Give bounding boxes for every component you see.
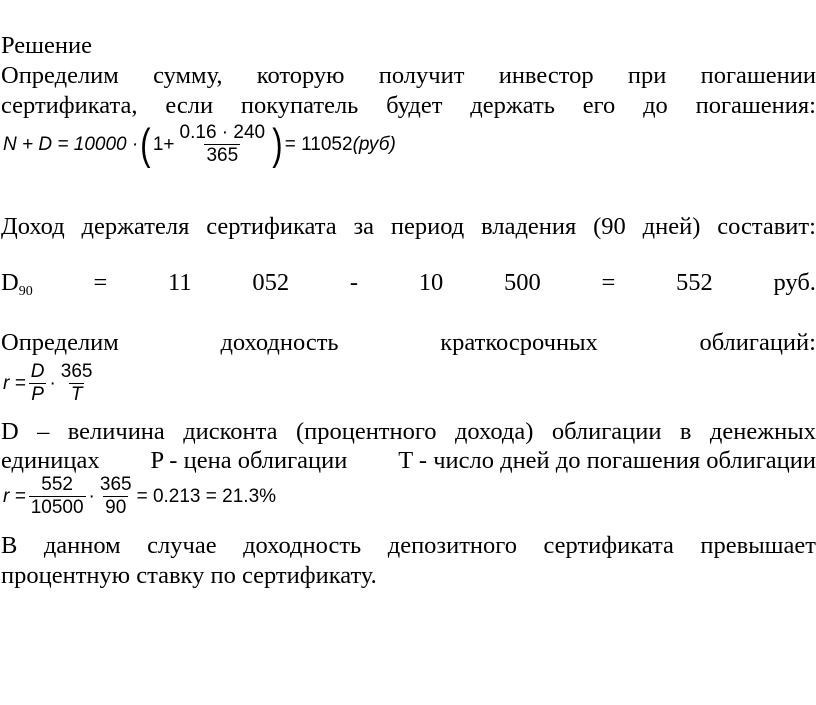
word: сертификата bbox=[206, 213, 337, 240]
word: D bbox=[1, 418, 19, 445]
formula3-lhs: r = bbox=[3, 485, 26, 507]
formula3-frac1-num: 552 bbox=[41, 474, 73, 495]
heading: Решение bbox=[1, 32, 93, 59]
formula3-frac2-num: 365 bbox=[99, 474, 132, 495]
formula3-frac2-den: 90 bbox=[105, 497, 127, 518]
word: дохода) bbox=[454, 418, 534, 445]
word: превышает bbox=[700, 532, 816, 559]
d90-symbol: $D_{90}$ bbox=[1, 269, 33, 299]
word: денежных bbox=[709, 418, 816, 445]
word: если bbox=[165, 92, 214, 119]
word: доходность bbox=[243, 532, 362, 559]
formula1-fraction bbox=[178, 122, 268, 167]
word: депозитного bbox=[387, 532, 517, 559]
calc-token: руб. bbox=[773, 269, 816, 296]
word: (90 bbox=[593, 213, 626, 240]
word: дней) bbox=[642, 213, 701, 240]
word: погашения: bbox=[695, 92, 816, 119]
calc-token: 11 bbox=[168, 269, 192, 296]
calc-token: = bbox=[601, 269, 616, 296]
definitions-line-2 bbox=[1, 446, 816, 476]
word: облигаций: bbox=[699, 329, 816, 356]
formula1-numerator: 0.16 · 240 bbox=[179, 122, 266, 143]
formula2-lhs: r = bbox=[3, 372, 26, 394]
word: Доход bbox=[1, 213, 65, 240]
paragraph-3 bbox=[1, 328, 816, 358]
formula1-lhs: N + D = 10000 · bbox=[3, 133, 139, 155]
formula2-fraction-2 bbox=[59, 361, 95, 406]
word: инвестор bbox=[498, 62, 594, 89]
word: облигации bbox=[551, 418, 662, 445]
calc-token: 10 bbox=[418, 269, 444, 296]
left-paren: ( bbox=[140, 119, 151, 169]
paragraph-2 bbox=[1, 212, 816, 242]
formula2-fraction-1 bbox=[29, 361, 47, 406]
formula-investor-sum bbox=[3, 119, 396, 169]
formula2-dot: · bbox=[49, 372, 56, 394]
formula-calculated-yield bbox=[3, 474, 276, 519]
word: в bbox=[679, 418, 692, 445]
word: Определим bbox=[1, 329, 119, 356]
word: составит: bbox=[717, 213, 816, 240]
calc-token: - bbox=[349, 269, 358, 296]
formula1-unit: (руб) bbox=[352, 133, 396, 155]
formula2-frac2-num: 365 bbox=[60, 361, 93, 382]
formula1-result: = 11052 bbox=[284, 133, 353, 155]
word: – bbox=[37, 418, 50, 445]
word: сертификата bbox=[543, 532, 674, 559]
definitions-line-1 bbox=[1, 417, 816, 447]
word: покупатель bbox=[240, 92, 359, 119]
calc-token: 552 bbox=[676, 269, 713, 296]
paragraph-1-line-2 bbox=[1, 91, 816, 121]
formula1-denominator: 365 bbox=[206, 145, 239, 166]
formula3-dot: · bbox=[88, 485, 95, 507]
word: данном bbox=[43, 532, 121, 559]
calculation-line bbox=[1, 268, 816, 302]
word: сумму, bbox=[153, 62, 223, 89]
formula2-frac1-num: D bbox=[30, 361, 45, 382]
word: Определим bbox=[1, 62, 119, 89]
word: его bbox=[582, 92, 616, 119]
formula3-result: = 0.213 = 21.3% bbox=[136, 485, 277, 507]
calc-token: 500 bbox=[503, 269, 541, 296]
word: краткосрочных bbox=[440, 329, 598, 356]
formula-yield bbox=[3, 361, 97, 406]
word: погашении bbox=[700, 62, 816, 89]
conclusion-line-1 bbox=[1, 531, 816, 561]
formula2-frac1-den: P bbox=[31, 384, 44, 405]
definition-part: единицах bbox=[1, 447, 100, 474]
definition-part: P - цена облигации bbox=[150, 447, 348, 474]
word: держать bbox=[470, 92, 555, 119]
formula3-fraction-2 bbox=[98, 474, 134, 519]
calc-token: 052 bbox=[252, 269, 290, 296]
definition-part: T - число дней до погашения облигации bbox=[398, 447, 816, 474]
word: В bbox=[1, 532, 18, 559]
formula2-frac2-den: T bbox=[70, 384, 83, 405]
word: будет bbox=[386, 92, 443, 119]
word: получит bbox=[378, 62, 465, 89]
word: держателя bbox=[81, 213, 190, 240]
calc-token: = bbox=[93, 269, 108, 296]
word: величина bbox=[67, 418, 165, 445]
conclusion-line-2: процентную ставку по сертификату. bbox=[1, 562, 377, 589]
paragraph-1-line-1 bbox=[1, 61, 816, 91]
word: дисконта bbox=[183, 418, 278, 445]
word: случае bbox=[147, 532, 217, 559]
word: которую bbox=[256, 62, 345, 89]
word: (процентного bbox=[295, 418, 437, 445]
right-paren: ) bbox=[272, 119, 283, 169]
formula1-one-plus: 1+ bbox=[152, 133, 175, 155]
formula3-frac1-den: 10500 bbox=[30, 497, 84, 518]
word: при bbox=[627, 62, 667, 89]
word: за bbox=[353, 213, 375, 240]
word: до bbox=[643, 92, 668, 119]
word: владения bbox=[481, 213, 577, 240]
word: доходность bbox=[220, 329, 339, 356]
formula3-fraction-1 bbox=[29, 474, 86, 519]
word: период bbox=[390, 213, 465, 240]
word: сертификата, bbox=[1, 92, 138, 119]
